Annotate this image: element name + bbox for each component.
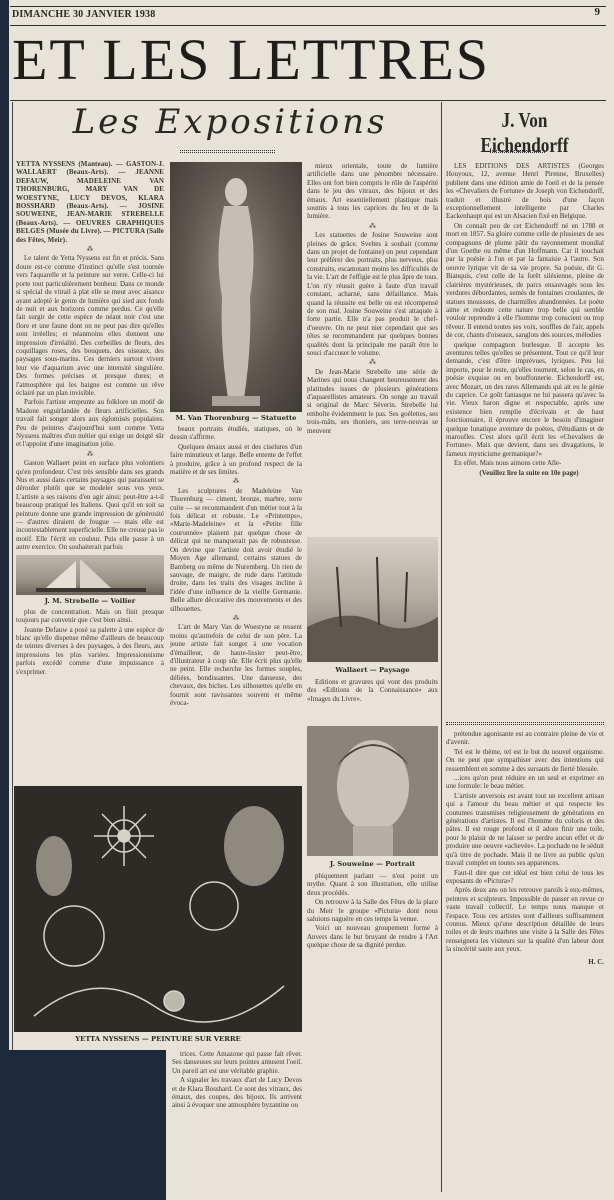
paragraph: Jeanne Defauw a posé sa palette à une espèce de blanc qu'elle dispense même d'ailleurs de beaucoup de teintes diverses à des paysages, à des fleurs, aux impressions les plus variées. Impressionnisme parfois excédé comme d'une impuissance à s'exprimer. — [16, 625, 164, 676]
ornament-rule — [490, 150, 545, 153]
paragraph: LES EDITIONS DES ARTISTES (Georges Houyoux, 12, avenue Henri Pirenne, Bruxelles) publient dans une édition amie de l'oeil et de la pensée les «Chevaliers de Fortune» de Joseph von Eichendorff, traduit et illustré de bois d'une façon exceptionnellement intelligente par Charles Eackenhaupt qui est un Alsacien fixé en Belgique. — [446, 162, 604, 221]
exhibition-list: YETTA NYSSENS (Manteau). — GASTON-J. WALLAERT (Beaux-Arts). — JEANNE DEFAUW, MADELEINE VAN THORENBURG, MARY VAN DE WOESTYNE, LUCY DEVOS, KLARA BOSSHARD (Beaux-Arts). — JOSINE SOUWEINE, JEAN-MARIE STREBELLE (Beaux-Arts). — OEUVRES GRAPHIQUES BELGES (Musée du Livre). — PICTURA (Salle des Fêtes, Meir). — [16, 160, 164, 244]
photo-caption: J. Souweine — Portrait — [329, 860, 416, 868]
article-column — [446, 162, 604, 718]
separator: ⁂ — [86, 449, 94, 458]
paragraph: prétendue agonisante est au contraire pleine de vie et d'avenir. — [446, 730, 604, 747]
article-column — [446, 730, 604, 1195]
separator: ⁂ — [86, 245, 94, 254]
statuette-photo — [170, 162, 302, 412]
separator: ⁂ — [232, 477, 240, 486]
separator: ⁂ — [232, 613, 240, 622]
article-column — [170, 160, 302, 782]
separator: ⁂ — [369, 221, 376, 230]
photo-caption: YETTA NYSSENS — PEINTURE SUR VERRE — [75, 1035, 241, 1043]
title-rule — [10, 100, 606, 101]
paragraph: Gaston Wallaert peint en surface plus volontiers qu'en profondeur. C'est très sensible dans ses grands Nus et aussi dans certains paysages qui paraissent se dérouler plutôt que se modeler sous vos yeux. L'artiste a ses raisons d'en agir ainsi; peut-être a-t-il beaucoup pratiqué les Italiens. Quoi qu'il en soit sa peinture donne une grande impression de générosité — d'autres diraient de fougue — mais elle est incontestablement superficielle. Elle ne creuse pas le motif. Elle l'écrit en couleur. Puis elle passe à un autre exercice. On souhaiterait parfois — [16, 459, 164, 552]
portrait-photo — [307, 726, 438, 856]
paragraph: Quelques émaux aussi et des ciselures d'un faire minutieux et large. Belle entente de l'effet à produire, grâce à un profond respect de la matière et de ses limites. — [170, 442, 302, 477]
paragraph: Les sculptures de Madeleine Van Thorenburg — ciment, bronze, marbre, terre cuite — se recommandent d'un métier tout à la fois délicat et robuste. Le «Printemps», «Marie-Madeleine» et la «Petite fille couronnée» plaisent par quelque chose de délicat qui ne manquerait pas de robustesse. On devine que l'artiste doit avoir étudié le Moyen Age allemand, certains statues de Bamberg ou même de Nuremberg. Un rien de sauvage, de maigre, de rude dans l'attitude droite, dans les traits des visages incline à l'idée d'une influence de la vieille Germanie. Belle allure décorative des mouvements et des silhouettes. — [170, 486, 302, 613]
article-column — [307, 678, 438, 723]
paragraph: Editions et gravures qui vont des produits des «Editions de la Connaissance» aux «Images du Livre». — [307, 678, 438, 703]
ornament-rule — [446, 722, 604, 725]
issue-date: DIMANCHE 30 JANVIER 1938 — [12, 9, 156, 20]
ornament-rule — [180, 150, 275, 153]
article-column — [307, 162, 438, 534]
paragraph: ...ices qu'on peut réduire en un seul et exprimer en une formule: le beau métier. — [446, 774, 604, 791]
voilier-photo — [16, 555, 164, 595]
paragraph: De Jean-Marie Strebelle une série de Marines qui nous changent heureusement des platitudes issues de plusieurs générations d'aquarellistes amateurs. On songe au travail si original de Marc Séverin. Strebelle lui emboîte évidemment le pas. Ses goélettes, ses trois-mâts, ses thoniers, ses terre-neuvas se meuvent — [307, 367, 438, 435]
article-column — [172, 1050, 302, 1194]
paragraph: L'art de Mary Van de Woestyne se ressent moins qu'autrefois de celui de son père. La jeune artiste fait songer à une vocation d'émailleur, de haute-lissier peut-être, d'illustrateur à coup sûr. Elle écrit plus qu'elle ne peint. Elle recherche les formes souples, déliées, bondissantes. Une danseuse, des chevaux, des biches. Les silhouettes qu'elle en fournit sont ravissantes souvent et même évoca- — [170, 623, 302, 707]
column-rule — [12, 102, 13, 1192]
scan-border — [0, 0, 9, 1200]
photo-caption: J. M. Strebelle — Voilier — [44, 596, 136, 605]
paragraph: Après deux ans on les retrouve pareils à eux-mêmes, peintres et sculpteurs. Impossible de passer en revue ce vaste travail collectif. Le temps nous manque et l'espace. Tous ces artistes sont d'ailleurs suffisamment connus. Mieux qu'une description détaillée de leurs toiles et de leurs marbres une visite à la Salle des Fêtes renseignera les visiteurs sur la qualité d'un labeur dont la sincérité saute aux yeux. — [446, 886, 604, 954]
paragraph: Faut-il dire que cet idéal est bien celui de tous les exposants de «Pictura»? — [446, 868, 604, 885]
paragraph: On retrouve à la Salle des Fêtes de la place du Meir le groupe «Pictura» dont nous saluions naguère en ces temps la venue. — [307, 898, 438, 924]
paragraph: Parfois l'artiste emprunte au folklore un motif de Madone enguirlandée de fleurs artificielles. Son travail fait songer alors aux églomisés populaires. Peu de peintres d'aujourd'hui sont comme Yetta Nyssens maîtres d'un métier qui exige un doigté sûr et l'appoint d'une imagination jolie. — [16, 398, 164, 449]
article-column — [307, 872, 438, 1194]
paragraph: phiquement parlant — n'est point un mythe. Quant à son illustration, elle utilise deux procédés. — [307, 872, 438, 897]
paragraph: beaux portraits étudiés, statiques, où le dessin s'affirme. — [170, 425, 302, 442]
paragraph: Voici un nouveau groupement formé à Anvers dans le but bruyant de rendre à l'Art quelque chose de sa dignité perdue. — [307, 924, 438, 950]
separator: ⁂ — [369, 358, 376, 367]
paragraph: En effet. Mais nous aimons cette Alle- — [454, 459, 562, 468]
paragraph: quelque compagnon burlesque. Il accepte les aventures telles qu'elles se présentent. Tout ce qu'il leur demande, c'est d'être imprévues, lyriques. Peu lui importe, pour le reste, qu'elles tournent, selon le cas, en poésie exquise ou en bouffonnerie. Eichendorff est, avec Mozart, un des rares Allemands qui ait eu le génie du caprice. Ce goût fantasque ne lui passera qu'avec la vie. Vieux baron digne et respectable, après une existence bien remplie d'écrivain et de haut fonctionnaire, il éprouve encore le besoin d'imaginer quelque lunatique aventure de poètes, d'étudiants et de maroufles. C'est alors qu'il écrit les «Chevaliers de Fortune». Mais que devient, dans ses divagations, le fameux mysticisme germanique?» — [446, 340, 604, 458]
top-rule — [10, 6, 606, 7]
peinture-sur-verre-photo — [14, 786, 302, 1032]
photo-caption: M. Van Thorenburg — Statuette — [175, 414, 297, 422]
paragraph: L'artiste anversois est avant tout un excellent artisan qui a l'amour du beau métier et qui respecte les coutumes transmises religieusement de générations en générations d'artistes. Il est l'homme du coloris et des pâtes. Il est rouge profond et il adore finir une toile, pour le plaisir de ne laisser se perdre aucun effet et de produire une oeuvre «achevée». La pochade ne le séduit qu'à titre de pochade. Mais il ne livre au public qu'un travail complet en toutes ses apparences. — [446, 791, 604, 868]
paragraph: On connaît peu de cet Eichendorff né en 1788 et mort en 1857. Sa gloire comme celle de plusieurs de ses compagnons de plume pâtit du rayonnement mondial d'un Goethe ou même d'un Hoffmann. Car il touchait par la poésie à l'un et par la fantaisie à l'autre. Son oeuvre lyrique vit de sa vie propre. Sa poésie, dit G. Bianquis, c'est celle de la forêt silésienne, pleine de clairières mystérieuses, de parcs ensauvagés sous les verdures débordantes, semés de fontaines croulantes, de statues moussues, de charmilles abandonnées. Le poète aime et redoute cette nature trop belle qui semble vouloir reprendre à elle l'homme trop conscient ou trop rêveur. Il entend toutes ses voix, souffles de l'air, appels de cor, chants d'oiseaux, sanglots des sources, mélodies — [446, 221, 604, 340]
date-rule — [10, 25, 606, 26]
article-title: Les Expositions — [72, 102, 388, 142]
paragraph: Tel est le thème, tel est le but du nouvel organisme. On ne peut que sympathiser avec des intentions qui ressemblent en somme à des sursauts de fierté blessée. — [446, 747, 604, 773]
author-signature: H. C. — [588, 957, 604, 966]
continued-notice: (Veuillez lire la suite en 10e page) — [479, 468, 579, 477]
photo-caption: Wallaert — Paysage — [335, 666, 410, 674]
article-title: J. Von Eichendorff — [480, 108, 569, 157]
paragraph: mieux orientale, toute de lumière artificielle dans une pénombre nécessaire. Elles ont fort bien compris le rôle de l'aspérité dans le jeu des vitraux, des bijoux et des émaux. Art essentiellement plastique mais soumis à tous les caprices du feu et de la lumière. — [307, 162, 438, 221]
paysage-photo — [307, 537, 438, 662]
scan-border — [0, 1050, 166, 1200]
column-rule — [441, 102, 442, 1192]
article-column — [16, 160, 164, 782]
section-title: ET LES LETTRES — [12, 27, 491, 92]
paragraph: plus de concentration. Mais on finit presque toujours par convenir que c'est bien ainsi. — [16, 607, 164, 625]
paragraph: A signaler les travaux d'art de Lucy Devos et de Klara Bosshard. Ce sont des vitraux, des émaux, des coupes, des bijoux. Ils arrivent ainsi à évoquer une atmosphère byzantine ou — [172, 1076, 302, 1110]
paragraph: Le talent de Yetta Nyssens est fin et précis. Sans doute est-ce comme d'instinct qu'elle s'est tournée vers l'aquarelle et la peinture sur verre. Celle-ci lui porte tout particulièrement bonheur. Dans ce monde si spécial du vitrail à plat elle se meut avec aisance ayant adopté le genre de lumière qui sied aux fonds de nuit et aux horizons comme perdus. Ce qu'elle fait surgir de cette espèce de néant noir c'est une flore et une faune dont on ne peut pas dire qu'elles sont irréelles; et néanmoins elles donnent une impression d'irréalité. Des corbeilles de fleurs, des coquillages roses, des bouquets, des oiseaux, des paysages sous-marins. Ces derniers surtout vivent leur vie d'aquarium avec une intensité singulière. Des formes précises et presque dures; et l'atmosphère qui les baigne est comme un rêve éclairé par un plan invisible. — [16, 254, 164, 397]
paragraph: Les statuettes de Josine Souweine sont pleines de grâce. Sveltes à souhait (comme dans un projet de fontaine) on peut cependant leur préférer des portraits, plus nerveux, plus construits, escamotant moins les difficultés de la vie. L'art de l'effigie est le plus âpre de tous. L'on n'y réussit guère à faute d'un travail constant, acharné, sans défaillance. Mais quand la réussite est belle on est récompensé de son mal. Josine Souweine s'est attaquée à forte partie. Elle n'a pas produit le chef-d'oeuvre. On ne peut nier cependant que ses têtes se recommandent par quelques bonnes qualités dont la principale me paraît être le souci d'accuser le volume. — [307, 231, 438, 357]
paragraph: trices. Cette Amazone qui passe fait rêver. Ses danseuses sur leurs pointes amusent l'oeil. Un pareil art est une véritable graphie. — [172, 1050, 302, 1075]
page-number: 9 — [594, 6, 600, 18]
